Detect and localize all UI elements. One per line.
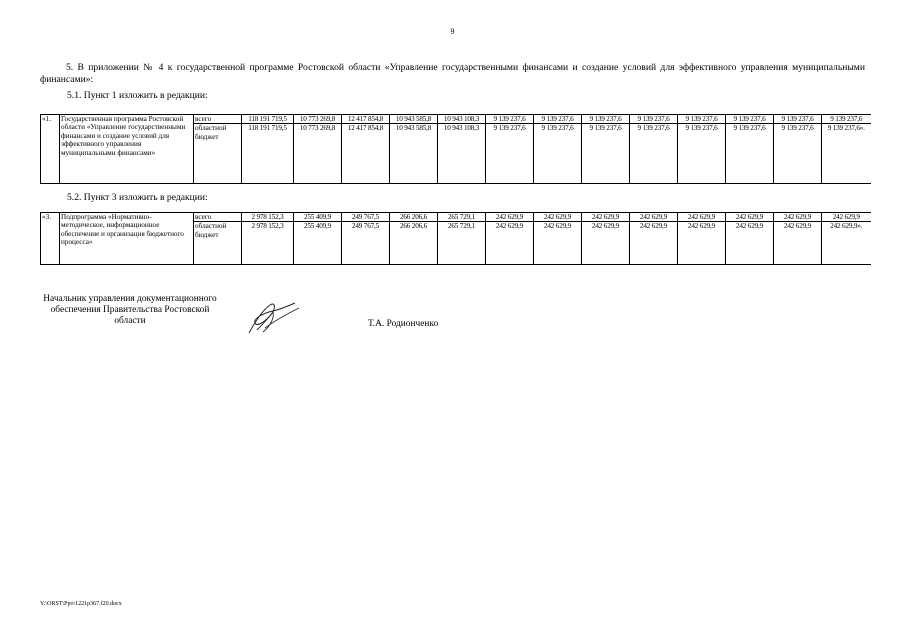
- value-cell: 118 191 719,5: [242, 124, 294, 184]
- value-cell: 249 767,5: [342, 213, 390, 222]
- signatory-name: Т.А. Родионченко: [368, 319, 439, 329]
- value-cell: 9 139 237,6: [630, 124, 678, 184]
- funding-source: всего: [194, 213, 242, 222]
- value-cell: 242 629,9: [486, 222, 534, 265]
- value-cell: 242 629,9: [582, 222, 630, 265]
- value-cell: 242 629,9: [486, 213, 534, 222]
- value-cell: 9 139 237,6: [582, 115, 630, 124]
- value-cell: 242 629,9: [774, 213, 822, 222]
- value-cell: 265 729,1: [438, 213, 486, 222]
- value-cell: 242 629,9: [774, 222, 822, 265]
- signatory-position: Начальник управления документационного обеспечения Правительства Ростовской области: [43, 294, 217, 326]
- value-cell: 10 943 108,3: [438, 124, 486, 184]
- value-cell: 242 629,9: [534, 213, 582, 222]
- value-cell: 265 729,1: [438, 222, 486, 265]
- value-cell: 9 139 237,6: [774, 124, 822, 184]
- paragraph-item-3: 5.2. Пункт 3 изложить в редакции:: [67, 192, 208, 203]
- value-cell: 255 409,9: [294, 213, 342, 222]
- value-cell: 10 773 269,8: [294, 124, 342, 184]
- value-cell: 9 139 237,6: [726, 115, 774, 124]
- subprogram-name: Подпрограмма «Нормативно-методическое, информационное обеспечение и организация бюджетного процесса»: [60, 213, 194, 265]
- value-cell: 9 139 237,6: [534, 124, 582, 184]
- value-cell: 249 767,5: [342, 222, 390, 265]
- value-cell: 2 978 152,3: [242, 213, 294, 222]
- handwritten-signature: [243, 300, 303, 336]
- value-cell: 10 773 269,8: [294, 115, 342, 124]
- value-cell: 242 629,9: [678, 213, 726, 222]
- funding-source: всего: [194, 115, 242, 124]
- page-number: 9: [450, 27, 455, 36]
- paragraph-intro: 5. В приложении № 4 к государственной программе Ростовской области «Управление государственными финансами и создание условий для эффективного управления муниципальными финансами»:: [40, 62, 865, 85]
- value-cell: 9 139 237,6: [630, 115, 678, 124]
- value-cell: 9 139 237,6: [678, 115, 726, 124]
- file-path: Y:\ORST\Ppo\1221p367.f20.docx: [40, 601, 122, 607]
- table-program-1: [40, 114, 871, 184]
- value-cell: 9 139 237,6: [534, 115, 582, 124]
- value-cell: 242 629,9: [582, 213, 630, 222]
- value-cell: 10 943 585,8: [390, 115, 438, 124]
- value-cell: 266 206,6: [390, 222, 438, 265]
- value-cell: 9 139 237,6: [486, 124, 534, 184]
- value-cell: 242 629,9: [630, 222, 678, 265]
- value-cell: 9 139 237,6: [582, 124, 630, 184]
- value-cell: 9 139 237,6: [822, 115, 871, 124]
- table-subprogram-3: [40, 212, 871, 265]
- value-cell: 9 139 237,6: [726, 124, 774, 184]
- paragraph-item-1: 5.1. Пункт 1 изложить в редакции:: [67, 90, 208, 101]
- value-cell: 10 943 585,8: [390, 124, 438, 184]
- row-number: «3.: [41, 213, 60, 265]
- value-cell: 9 139 237,6: [774, 115, 822, 124]
- value-cell: 9 139 237,6: [678, 124, 726, 184]
- value-cell: 266 206,6: [390, 213, 438, 222]
- value-cell: 242 629,9: [726, 222, 774, 265]
- table-row: [41, 213, 871, 222]
- value-cell: 9 139 237,6: [486, 115, 534, 124]
- value-cell: 9 139 237,6».: [822, 124, 871, 184]
- row-number: «1.: [41, 115, 60, 184]
- value-cell: 12 417 854,8: [342, 115, 390, 124]
- value-cell: 2 978 152,3: [242, 222, 294, 265]
- funding-source: областной бюджет: [194, 222, 242, 265]
- funding-source: областной бюджет: [194, 124, 242, 184]
- program-name: Государственная программа Ростовской области «Управление государственными финансами и создание условий для эффективного управления муниципальными финансами»: [60, 115, 194, 184]
- value-cell: 242 629,9: [678, 222, 726, 265]
- table-row: [41, 115, 871, 124]
- value-cell: 242 629,9: [726, 213, 774, 222]
- value-cell: 242 629,9: [822, 213, 871, 222]
- value-cell: 118 191 719,5: [242, 115, 294, 124]
- value-cell: 242 629,9: [534, 222, 582, 265]
- value-cell: 255 409,9: [294, 222, 342, 265]
- value-cell: 242 629,9».: [822, 222, 871, 265]
- value-cell: 12 417 854,8: [342, 124, 390, 184]
- value-cell: 242 629,9: [630, 213, 678, 222]
- value-cell: 10 943 108,3: [438, 115, 486, 124]
